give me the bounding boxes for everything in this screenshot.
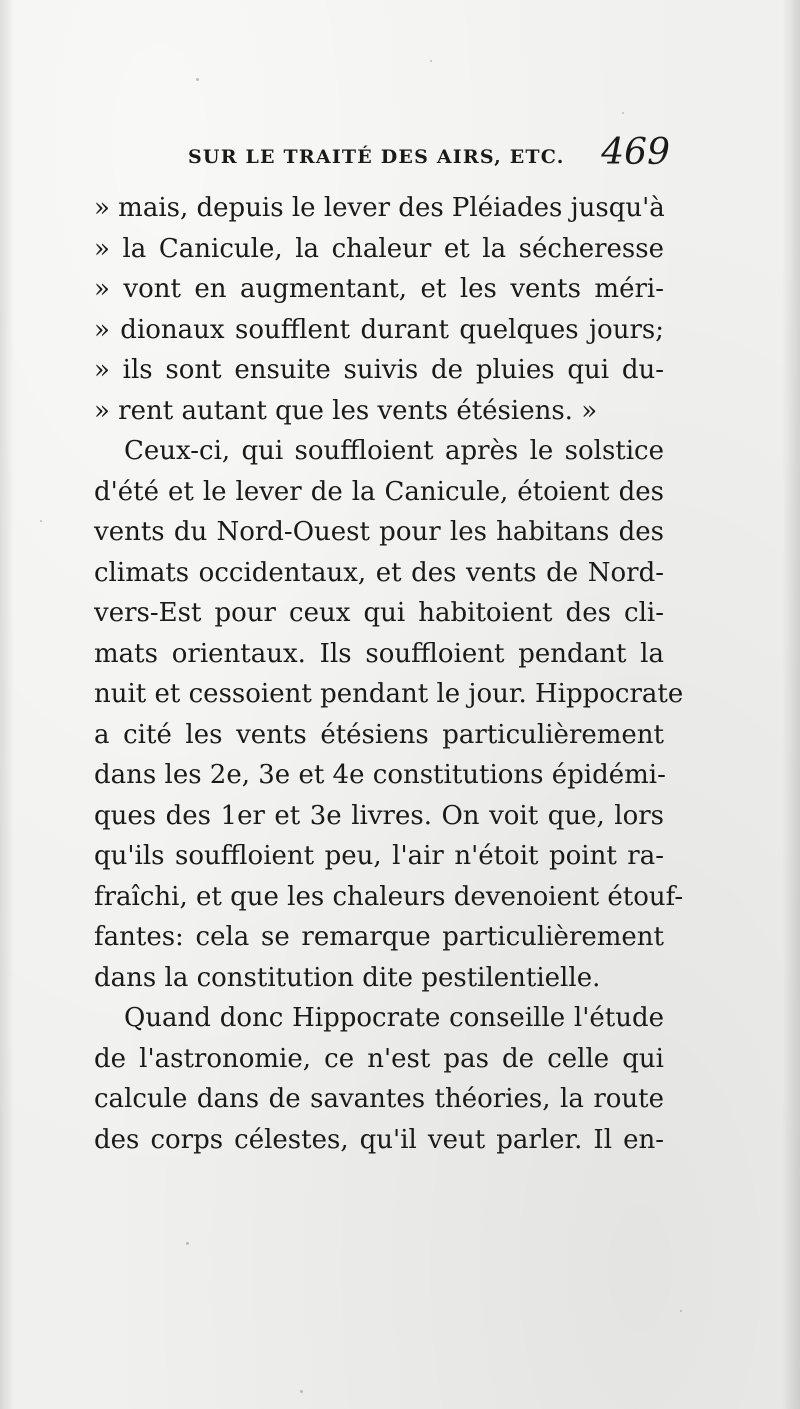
text-line: d'été et le lever de la Canicule, étoient des xyxy=(94,476,664,507)
page-number: 469 xyxy=(601,132,670,173)
text-line: a cité les vents étésiens particulièrement xyxy=(94,719,664,750)
text-line: » rent autant que les vents étésiens. » xyxy=(94,395,598,426)
text-line: » ils sont ensuite suivis de pluies qui du- xyxy=(94,355,664,385)
text-line: vers-Est pour ceux qui habitoient des cli- xyxy=(94,598,664,628)
text-line: de l'astronomie, ce n'est pas de celle qui xyxy=(94,1043,664,1074)
text-line: calcule dans de savantes théories, la route xyxy=(94,1084,664,1114)
text-line: des corps célestes, qu'il veut parler. Il en- xyxy=(94,1124,664,1155)
text-line: » mais, depuis le lever des Pléiades jusqu'à xyxy=(94,193,665,223)
text-line: dans la constitution dite pestilentielle. xyxy=(94,962,601,993)
page-left-edge-shadow xyxy=(0,0,14,1409)
text-line: dans les 2e, 3e et 4e constitutions épidémi- xyxy=(94,760,666,790)
paragraph-start-line: Ceux-ci, qui souffloient après le solstice xyxy=(124,436,664,466)
text-line: » vont en augmentant, et les vents méri- xyxy=(94,274,664,304)
text-line: nuit et cessoient pendant le jour. Hippocrate xyxy=(94,679,684,709)
text-line: » la Canicule, la chaleur et la sécheresse xyxy=(94,233,664,264)
text-line: qu'ils souffloient peu, l'air n'étoit point ra- xyxy=(94,841,664,871)
text-line: mats orientaux. Ils souffloient pendant la xyxy=(94,638,664,669)
body-text xyxy=(94,188,684,1160)
text-line: fantes: cela se remarque particulièrement xyxy=(94,922,664,952)
text-line: climats occidentaux, et des vents de Nord- xyxy=(94,557,664,588)
text-line: fraîchi, et que les chaleurs devenoient étouf- xyxy=(94,881,684,912)
text-line: ques des 1er et 3e livres. On voit que, lors xyxy=(94,800,664,831)
running-head: SUR LE TRAITÉ DES AIRS, ETC. xyxy=(188,146,565,168)
paragraph-start-line: Quand donc Hippocrate conseille l'étude xyxy=(124,1003,664,1033)
page-right-edge-shadow xyxy=(782,0,800,1409)
text-line: » dionaux soufflent durant quelques jours; xyxy=(94,314,664,345)
page-header xyxy=(180,132,670,182)
text-line: vents du Nord-Ouest pour les habitans des xyxy=(94,517,664,547)
